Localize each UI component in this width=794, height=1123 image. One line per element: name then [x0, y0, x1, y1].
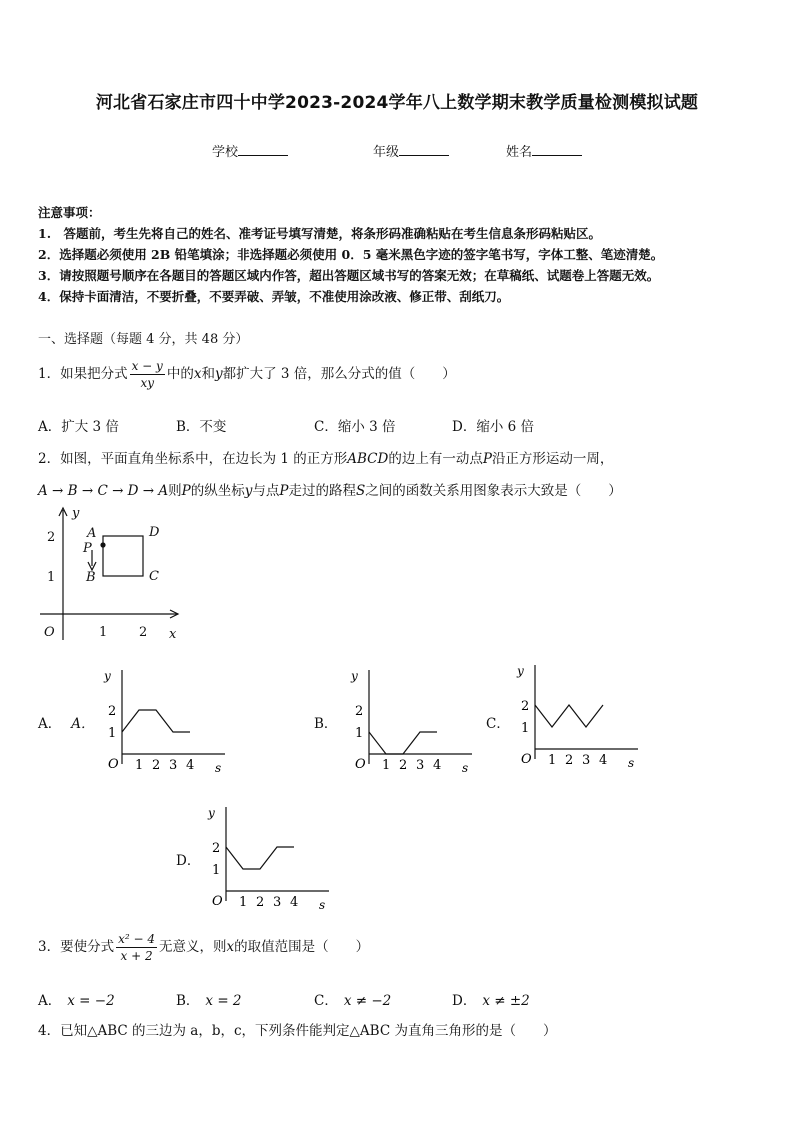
q3-denominator: x + 2 [120, 949, 153, 963]
x-tick-label: 4 [290, 895, 299, 910]
x-tick-label: 3 [273, 895, 282, 910]
graph-b-svg [347, 660, 472, 780]
series-line [535, 705, 603, 727]
name-blank[interactable] [532, 143, 582, 156]
question-4: 4．已知△ABC 的三边为 a，b，c，下列条件能判定△ABC 为直角三角形的是（ ） [38, 1023, 557, 1039]
q3-option-d[interactable] [452, 989, 530, 1009]
grade-field[interactable] [373, 141, 449, 160]
q1-mid: 中的 [166, 366, 194, 382]
x-tick-label: 1 [239, 895, 248, 910]
graph-d-svg [204, 797, 339, 922]
axis-label-y: y [104, 669, 111, 683]
q2-text: 走过的路程 [288, 483, 356, 499]
axis-label-s: s [462, 761, 469, 775]
axis-label-s: s [215, 761, 222, 775]
q3-var-x: x [226, 939, 235, 955]
series-line [226, 847, 294, 869]
q3-option-b-label: B． [176, 993, 200, 1009]
graph-a-svg [100, 660, 225, 780]
q1-option-b[interactable]: B．不变 [176, 419, 227, 435]
q2-option-d[interactable]: D． [176, 853, 201, 869]
q1-var-x: x [193, 366, 202, 382]
q1-prefix: 1．如果把分式 [38, 366, 128, 382]
y-tick-label: 1 [212, 863, 221, 878]
school-label: 学校 [212, 145, 239, 160]
axis-label-s: s [628, 756, 635, 770]
x-tick-label: 1 [382, 758, 391, 773]
note-item: 2．选择题必须使用 2B 铅笔填涂；非选择题必须使用 0．5 毫米黑色字迹的签字笔书写，字体工整、笔迹清楚。 [38, 247, 664, 262]
y-tick-label: 1 [521, 721, 530, 736]
x-tick-label: 3 [169, 758, 178, 773]
note-item: 3．请按照题号顺序在各题目的答题区域内作答，超出答题区域书写的答案无效；在草稿纸、试题卷上答题无效。 [38, 268, 660, 283]
x-tick-label: 4 [433, 758, 442, 773]
q1-denominator: xy [140, 376, 154, 390]
section-heading: 一、选择题（每题 4 分，共 48 分） [38, 332, 249, 347]
notes-heading: 注意事项： [38, 205, 101, 220]
q1-and: 和 [201, 366, 215, 382]
school-blank[interactable] [238, 143, 288, 156]
q2-square-name: ABCD [347, 451, 389, 467]
y-tick-label: 2 [108, 704, 117, 719]
question-3 [38, 931, 369, 964]
fig-label-origin: O [44, 625, 55, 640]
q3-option-b[interactable] [176, 989, 242, 1009]
q1-option-a[interactable]: A．扩大 3 倍 [38, 419, 119, 435]
q3-option-c-math: x ≠ −2 [343, 993, 392, 1009]
question-2-line-1 [38, 447, 613, 467]
q2-point-p: P [181, 483, 191, 499]
q2-text: 的纵坐标 [190, 483, 245, 499]
q1-suffix: 都扩大了 3 倍，那么分式的值（ ） [222, 366, 456, 382]
fig-label-b: B [86, 570, 96, 585]
x-tick-label: 3 [416, 758, 425, 773]
note-item: 4．保持卡面清洁，不要折叠，不要弄破、弄皱，不准使用涂改液、修正带、刮纸刀。 [38, 289, 510, 304]
axis-label-s: s [319, 898, 326, 912]
q1-numerator: x − y [131, 359, 163, 373]
origin-label: O [108, 757, 119, 772]
origin-label: O [212, 894, 223, 909]
axis-label-y: y [351, 669, 358, 683]
y-tick-label: 2 [521, 699, 530, 714]
fig-label-d: D [149, 525, 160, 540]
q3-option-a-label: A． [38, 993, 62, 1009]
q2-path: A → B → C → D → A [38, 483, 169, 499]
fig-label-a: A [87, 526, 97, 541]
q2-text: 沿正方形运动一周， [491, 451, 614, 467]
y-tick-label: 2 [212, 841, 221, 856]
q2-text: 的边上有一动点 [388, 451, 483, 467]
q2-option-a-label: A． [38, 716, 62, 732]
q3-option-a-math: x = −2 [67, 993, 115, 1009]
q3-option-b-math: x = 2 [205, 993, 242, 1009]
axis-label-y: y [517, 664, 524, 678]
q3-prefix: 3．要使分式 [38, 939, 115, 955]
q3-option-d-math: x ≠ ±2 [482, 993, 530, 1009]
x-tick-label: 2 [256, 895, 265, 910]
series-line [122, 710, 190, 732]
q2-var-y: y [244, 483, 253, 499]
q3-option-c[interactable] [314, 989, 391, 1009]
q2-text: 2．如图，平面直角坐标系中，在边长为 1 的正方形 [38, 451, 348, 467]
question-1 [38, 358, 456, 391]
x-tick-label: 2 [152, 758, 161, 773]
x-tick-label: 1 [135, 758, 144, 773]
q2-option-b[interactable]: B． [314, 716, 338, 732]
origin-label: O [521, 752, 532, 767]
x-tick-label: 3 [582, 753, 591, 768]
name-field[interactable] [506, 141, 582, 160]
q2-var-s: S [355, 483, 366, 499]
y-tick-label: 2 [355, 704, 364, 719]
q3-option-c-label: C． [314, 993, 338, 1009]
point-p-dot [100, 542, 105, 547]
q3-fraction [116, 931, 157, 964]
q2-graph-a [100, 660, 225, 784]
q2-point-p: P [482, 451, 492, 467]
q1-fraction [130, 358, 165, 391]
fig-tick-x2: 2 [139, 625, 148, 640]
q2-text: 则 [168, 483, 182, 499]
x-tick-label: 2 [399, 758, 408, 773]
fig-label-x: x [169, 627, 177, 642]
x-tick-label: 1 [548, 753, 557, 768]
graph-c-svg [513, 655, 648, 780]
q2-option-c[interactable]: C． [486, 716, 510, 732]
q2-text: 之间的函数关系用图象表示大致是（ ） [365, 483, 622, 499]
q1-var-y: y [214, 366, 223, 382]
fig-tick-y2: 2 [47, 530, 56, 545]
series-line [369, 732, 437, 754]
fig-tick-y1: 1 [47, 570, 56, 585]
y-tick-label: 1 [355, 726, 364, 741]
grade-blank[interactable] [399, 143, 449, 156]
axis-label-y: y [208, 806, 215, 820]
q3-suffix: 的取值范围是（ ） [234, 939, 370, 955]
x-tick-label: 4 [599, 753, 608, 768]
grade-label: 年级 [373, 145, 400, 160]
fig-label-y: y [72, 506, 80, 521]
q3-option-a[interactable] [38, 989, 115, 1009]
q2-square-figure [30, 500, 200, 650]
q2-graph-b [347, 660, 472, 784]
origin-label: O [355, 757, 366, 772]
question-2-line-2 [38, 479, 622, 499]
q3-numerator: x² − 4 [118, 932, 155, 946]
x-tick-label: 2 [565, 753, 574, 768]
school-field[interactable] [212, 141, 288, 160]
page-title: 河北省石家庄市四十中学2023-2024学年八上数学期末教学质量检测模拟试题 [95, 93, 699, 113]
square-abcd [103, 536, 143, 576]
q2-graph-d [204, 797, 339, 926]
name-label: 姓名 [506, 145, 533, 160]
q3-mid: 无意义，则 [159, 939, 227, 955]
q2-text: 与点 [252, 483, 280, 499]
q1-option-c[interactable]: C．缩小 3 倍 [314, 419, 396, 435]
q2-point-p: P [279, 483, 289, 499]
note-item: 1. 答题前，考生先将自己的姓名、准考证号填写清楚，将条形码准确粘贴在考生信息条形码粘贴区。 [38, 226, 602, 241]
q3-option-d-label: D． [452, 993, 477, 1009]
q2-option-a-extra: A． [71, 716, 95, 732]
x-tick-label: 4 [186, 758, 195, 773]
q2-graph-c [513, 655, 648, 784]
fig-label-c: C [149, 569, 159, 584]
fig-tick-x1: 1 [99, 625, 108, 640]
q2-option-a[interactable] [38, 712, 95, 732]
y-tick-label: 1 [108, 726, 117, 741]
fig-label-p: P [83, 541, 92, 556]
q1-option-d[interactable]: D．缩小 6 倍 [452, 419, 534, 435]
